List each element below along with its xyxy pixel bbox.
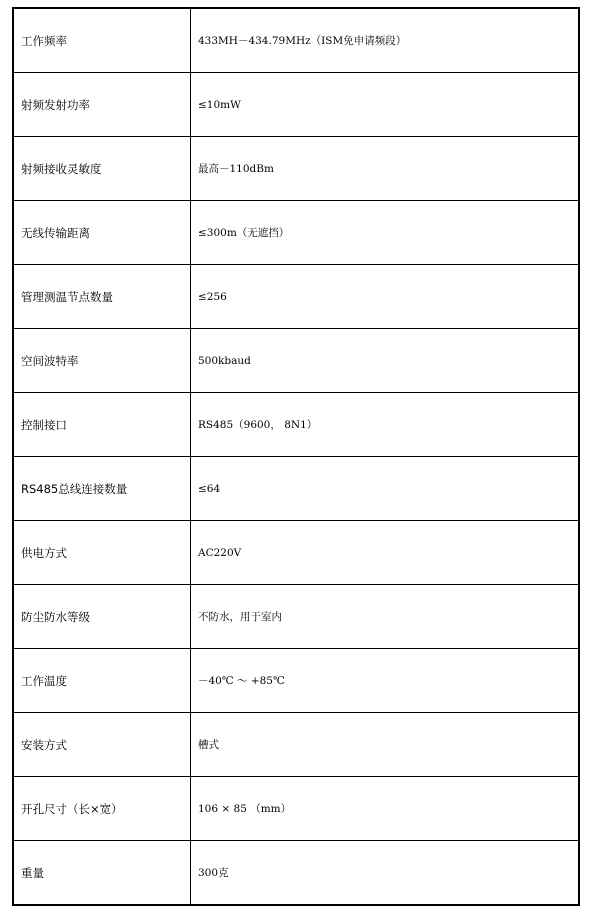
row-value: ≤256 (191, 265, 580, 329)
table-row (13, 265, 579, 329)
row-label: 射频发射功率 (13, 73, 191, 137)
row-value: 106 × 85 （mm） (191, 777, 580, 841)
row-label: 开孔尺寸（长×宽） (13, 777, 191, 841)
row-value: 不防水，用于室内 (191, 585, 580, 649)
row-value: －40℃ ～ +85℃ (191, 649, 580, 713)
row-label: 管理测温节点数量 (13, 265, 191, 329)
row-value: RS485（9600， 8N1） (191, 393, 580, 457)
row-value: 300克 (191, 841, 580, 906)
row-label: 供电方式 (13, 521, 191, 585)
row-value: AC220V (191, 521, 580, 585)
table-row (13, 329, 579, 393)
row-label: 重量 (13, 841, 191, 906)
table-row (13, 73, 579, 137)
row-value: ≤64 (191, 457, 580, 521)
table-row (13, 137, 579, 201)
row-label: 无线传输距离 (13, 201, 191, 265)
table-row (13, 777, 579, 841)
table-row (13, 457, 579, 521)
row-label: 空间波特率 (13, 329, 191, 393)
row-value: 最高－110dBm (191, 137, 580, 201)
row-label: 安装方式 (13, 713, 191, 777)
table-row (13, 521, 579, 585)
row-value: 433MH－434.79MHz（ISM免申请频段） (191, 8, 580, 73)
row-label: 工作温度 (13, 649, 191, 713)
row-label: 防尘防水等级 (13, 585, 191, 649)
table-row (13, 841, 579, 906)
row-label: 工作频率 (13, 8, 191, 73)
row-value: 槽式 (191, 713, 580, 777)
row-label: 射频接收灵敏度 (13, 137, 191, 201)
row-value: 500kbaud (191, 329, 580, 393)
table-row (13, 8, 579, 73)
row-value: ≤300m（无遮挡） (191, 201, 580, 265)
table-row (13, 585, 579, 649)
table-row (13, 649, 579, 713)
table-row (13, 201, 579, 265)
row-value: ≤10mW (191, 73, 580, 137)
row-label: 控制接口 (13, 393, 191, 457)
table-row (13, 393, 579, 457)
table-row (13, 713, 579, 777)
spec-table (12, 7, 580, 906)
row-label: RS485总线连接数量 (13, 457, 191, 521)
